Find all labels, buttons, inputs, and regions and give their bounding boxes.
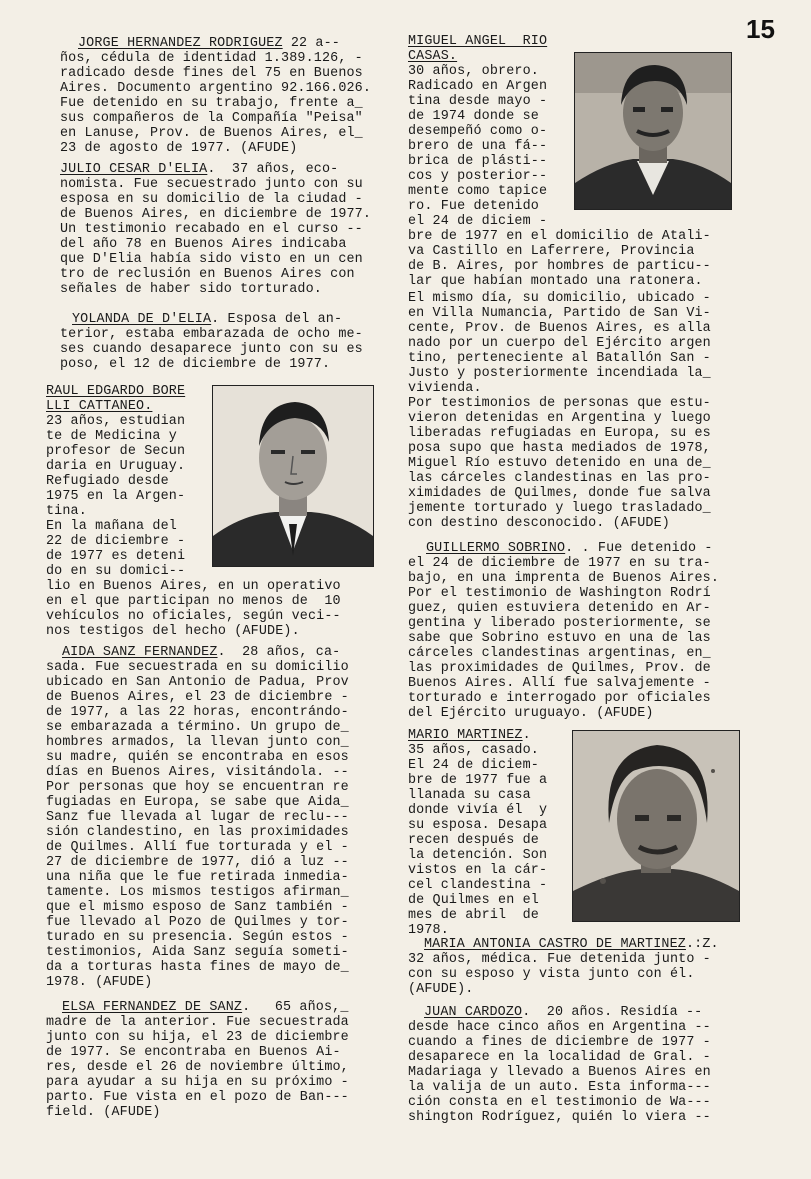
text-line: recen después de bbox=[408, 833, 539, 848]
text-line: terior, estaba embarazada de ocho me- bbox=[60, 327, 363, 342]
text-line: tamente. Los mismos testigos afirman_ bbox=[46, 885, 349, 900]
text-line: 23 años, estudian bbox=[46, 414, 186, 429]
text-line: Por personas que hoy se encuentran re bbox=[46, 780, 349, 795]
text-line: guez, quien estuviera detenido en Ar- bbox=[408, 601, 711, 616]
text-line: mes de abril de bbox=[408, 908, 539, 923]
text-line: las cárceles clandestinas en las pro- bbox=[408, 471, 711, 486]
text-line: . 37 años, eco- bbox=[207, 162, 339, 177]
text-line: nado por un cuerpo del Ejército argen bbox=[408, 336, 711, 351]
text-line: Por testimonios de personas que estu- bbox=[408, 396, 711, 411]
text-line: 22 de diciembre - bbox=[46, 534, 186, 549]
text-line: sada. Fue secuestrada en su domicilio bbox=[46, 660, 349, 675]
text-line: en Lanuse, Prov. de Buenos Aires, el_ bbox=[60, 126, 363, 141]
text-line: Sanz fue llevada al lugar de reclu--- bbox=[46, 810, 349, 825]
text-line: cel clandestina - bbox=[408, 878, 548, 893]
text-line: ximidades de Quilmes, donde fue salva bbox=[408, 486, 711, 501]
text-line: da a torturas hasta fines de mayo de_ bbox=[46, 960, 349, 975]
text-line: brica de plásti-- bbox=[408, 154, 548, 169]
person-name: MARIO MARTINEZ bbox=[408, 728, 523, 743]
text-line: de Buenos Aires, el 23 de diciembre - bbox=[46, 690, 349, 705]
text-line: de Quilmes en el bbox=[408, 893, 539, 908]
text-line: Fue detenido en su trabajo, frente a_ bbox=[60, 96, 363, 111]
entry-yolanda-delia bbox=[60, 312, 400, 374]
person-name: GUILLERMO SOBRINO bbox=[426, 541, 566, 556]
text-line: ción consta en el testimonio de Wa--- bbox=[408, 1095, 711, 1110]
text-line: nos testigos del hecho (AFUDE). bbox=[46, 624, 300, 639]
text-line: el 24 de diciembre de 1977 en su tra- bbox=[408, 556, 711, 571]
text-line: turado en su presencia. Según estos - bbox=[46, 930, 349, 945]
portrait-photo-miguel-rio bbox=[574, 52, 732, 210]
text-line: vivienda. bbox=[408, 381, 482, 396]
text-line: 1978. bbox=[408, 923, 449, 938]
text-line: señales de haber sido torturado. bbox=[60, 282, 322, 297]
text-line: en Villa Numancia, Partido de San Vi- bbox=[408, 306, 711, 321]
text-line: el 24 de diciem - bbox=[408, 214, 548, 229]
text-line: Miguel Río estuvo detenido en una de_ bbox=[408, 456, 711, 471]
text-line: sabe que Sobrino estuvo en una de las bbox=[408, 631, 711, 646]
text-line: esposa en su domicilio de la ciudad - bbox=[60, 192, 363, 207]
text-line: llanada su casa bbox=[408, 788, 531, 803]
text-line: cente, Prov. de Buenos Aires, es alla bbox=[408, 321, 711, 336]
text-line: . 65 años,_ bbox=[242, 1000, 349, 1015]
text-line: te de Medicina y bbox=[46, 429, 177, 444]
text-line: para ayudar a su hija en su próximo - bbox=[46, 1075, 349, 1090]
text-line: brero de una fá-- bbox=[408, 139, 548, 154]
text-line: la detención. Son bbox=[408, 848, 548, 863]
text-line: de Quilmes. Allí fue torturada y el - bbox=[46, 840, 349, 855]
text-line: testimonios, Aida Sanz seguía someti- bbox=[46, 945, 349, 960]
text-line: ños, cédula de identidad 1.389.126, - bbox=[60, 51, 363, 66]
text-line: shington Rodríguez, quién lo viera -- bbox=[408, 1110, 711, 1125]
text-line: (AFUDE). bbox=[408, 982, 474, 997]
text-line: del año 78 en Buenos Aires indicaba bbox=[60, 237, 347, 252]
text-line: .:Z. bbox=[685, 937, 719, 952]
text-line: que el mismo esposo de Sanz también - bbox=[46, 900, 349, 915]
text-line: jemente torturado y luego trasladado_ bbox=[408, 501, 711, 516]
person-name: MARIA ANTONIA CASTRO DE MARTINEZ bbox=[424, 937, 686, 952]
text-line: del Ejército uruguayo. (AFUDE) bbox=[408, 706, 654, 721]
person-name: ELSA FERNANDEZ DE SANZ bbox=[62, 1000, 243, 1015]
text-line: vehículos no oficiales, según veci-- bbox=[46, 609, 341, 624]
text-line: 1978. (AFUDE) bbox=[46, 975, 153, 990]
text-line: cos y posterior-- bbox=[408, 169, 548, 184]
text-line: tina desde mayo - bbox=[408, 94, 548, 109]
text-line: . bbox=[522, 728, 531, 743]
text-line: va Castillo en Laferrere, Provincia bbox=[408, 244, 695, 259]
text-line: de 1977, a las 22 horas, encontrándo- bbox=[46, 705, 349, 720]
text-line: cuando a fines de diciembre de 1977 - bbox=[408, 1035, 711, 1050]
text-line: do en su domici-- bbox=[46, 564, 186, 579]
text-line: lio en Buenos Aires, en un operativo bbox=[46, 579, 341, 594]
text-line: junto con su hija, el 23 de diciembre bbox=[46, 1030, 349, 1045]
text-line: de 1977. Se encontraba en Buenos Ai- bbox=[46, 1045, 341, 1060]
text-line: lar que habían montado una ratonera. bbox=[408, 274, 703, 289]
text-line: tino, perteneciente al Batallón San - bbox=[408, 351, 711, 366]
person-name: JULIO CESAR D'ELIA bbox=[60, 162, 208, 177]
text-line: bajo, en una imprenta de Buenos Aires. bbox=[408, 571, 720, 586]
text-line: liberadas refugiadas en Europa, su es bbox=[408, 426, 711, 441]
text-line: radicado desde fines del 75 en Buenos bbox=[60, 66, 363, 81]
text-line: nomista. Fue secuestrado junto con su bbox=[60, 177, 363, 192]
entry-aida-sanz bbox=[46, 645, 400, 995]
text-line: ubicado en San Antonio de Padua, Prov bbox=[46, 675, 349, 690]
text-line: madre de la anterior. Fue secuestrada bbox=[46, 1015, 349, 1030]
text-line: Un testimonio recabado en el curso -- bbox=[60, 222, 363, 237]
text-line: fue llevado al Pozo de Quilmes y tor- bbox=[46, 915, 349, 930]
text-line: tro de reclusión en Buenos Aires con bbox=[60, 267, 355, 282]
text-line: profesor de Secun bbox=[46, 444, 186, 459]
text-line: 35 años, casado. bbox=[408, 743, 539, 758]
person-name: AIDA SANZ FERNANDEZ bbox=[62, 645, 218, 660]
text-line: Madariaga y llevado a Buenos Aires en bbox=[408, 1065, 711, 1080]
text-line: . 28 años, ca- bbox=[217, 645, 341, 660]
person-name: CASAS. bbox=[408, 49, 458, 64]
text-line: su esposa. Desapa bbox=[408, 818, 548, 833]
text-line: daria en Uruguay. bbox=[46, 459, 186, 474]
text-line: su madre, quién se encontraba en esos bbox=[46, 750, 349, 765]
text-line: que D'Elia había sido visto en un cen bbox=[60, 252, 363, 267]
person-name: YOLANDA DE D'ELIA bbox=[72, 312, 212, 327]
text-line: desempeñó como o- bbox=[408, 124, 548, 139]
text-line: ses cuando desaparece junto con su es bbox=[60, 342, 363, 357]
text-line: . . Fue detenido - bbox=[565, 541, 713, 556]
text-line: hombres armados, la llevan junto con_ bbox=[46, 735, 349, 750]
text-line: Aires. Documento argentino 92.166.026. bbox=[60, 81, 372, 96]
text-line: bre de 1977 en el domicilio de Atali- bbox=[408, 229, 711, 244]
text-line: Justo y posteriormente incendiada la_ bbox=[408, 366, 711, 381]
page-number: 15 bbox=[746, 14, 775, 44]
entry-elsa-fernandez bbox=[46, 1000, 400, 1122]
text-line: de 1977 es deteni bbox=[46, 549, 186, 564]
text-line: 1975 en la Argen- bbox=[46, 489, 186, 504]
text-line: bre de 1977 fue a bbox=[408, 773, 548, 788]
text-line: con su esposo y vista junto con él. bbox=[408, 967, 695, 982]
person-name: JORGE HERNANDEZ RODRIGUEZ bbox=[78, 36, 283, 51]
text-line: 32 años, médica. Fue detenida junto - bbox=[408, 952, 711, 967]
text-line: parto. Fue vista en el pozo de Ban--- bbox=[46, 1090, 349, 1105]
text-line: torturado e interrogado por oficiales bbox=[408, 691, 711, 706]
text-line: gentina y liberado posteriormente, se bbox=[408, 616, 711, 631]
text-line: . 20 años. Residía -- bbox=[522, 1005, 703, 1020]
entry-guillermo-sobrino bbox=[408, 541, 758, 723]
text-line: ro. Fue detenido bbox=[408, 199, 539, 214]
portrait-photo-raul-borelli bbox=[212, 385, 374, 567]
person-name: MIGUEL ANGEL RIO bbox=[408, 34, 548, 49]
text-line: vieron detenidas en Argentina y luego bbox=[408, 411, 711, 426]
text-line: la valija de un auto. Esta informa--- bbox=[408, 1080, 711, 1095]
text-line: en el que participan no menos de 10 bbox=[46, 594, 341, 609]
text-line: sus compañeros de la Compañía "Peisa" bbox=[60, 111, 363, 126]
text-line: fugiadas en Europa, se sabe que Aida_ bbox=[46, 795, 349, 810]
text-line: En la mañana del bbox=[46, 519, 177, 534]
text-line: El mismo día, su domicilio, ubicado - bbox=[408, 291, 711, 306]
person-name: LLI CATTANEO. bbox=[46, 399, 153, 414]
text-line: posa supo que hasta mediados de 1978, bbox=[408, 441, 711, 456]
text-line: El 24 de diciem- bbox=[408, 758, 539, 773]
entry-maria-castro bbox=[408, 937, 758, 999]
text-line: 27 de diciembre de 1977, dió a luz -- bbox=[46, 855, 349, 870]
text-line: . Esposa del an- bbox=[211, 312, 343, 327]
text-line: res, desde el 26 de noviembre último, bbox=[46, 1060, 349, 1075]
text-line: Por el testimonio de Washington Rodrí bbox=[408, 586, 711, 601]
text-line: desaparece en la localidad de Gral. - bbox=[408, 1050, 711, 1065]
text-line: de 1974 donde se bbox=[408, 109, 539, 124]
text-line: cárceles clandestinas argentinas, en_ bbox=[408, 646, 711, 661]
text-line: Radicado en Argen bbox=[408, 79, 548, 94]
text-line: desde hace cinco años en Argentina -- bbox=[408, 1020, 711, 1035]
text-line: 30 años, obrero. bbox=[408, 64, 539, 79]
text-line: mente como tapice bbox=[408, 184, 548, 199]
text-line: de Buenos Aires, en diciembre de 1977. bbox=[60, 207, 372, 222]
text-line: días en Buenos Aires, visitándola. -- bbox=[46, 765, 349, 780]
text-line: 22 a-- bbox=[282, 36, 340, 51]
text-line: poso, el 12 de diciembre de 1977. bbox=[60, 357, 331, 372]
entry-juan-cardozo bbox=[408, 1005, 758, 1127]
text-line: una niña que le fue retirada inmedia- bbox=[46, 870, 349, 885]
text-line: con destino desconocido. (AFUDE) bbox=[408, 516, 670, 531]
text-line: Buenos Aires. Allí fue salvajemente - bbox=[408, 676, 711, 691]
text-line: sión clandestino, en las proximidades bbox=[46, 825, 349, 840]
entry-jorge-hernandez bbox=[60, 36, 398, 161]
text-line: field. (AFUDE) bbox=[46, 1105, 161, 1120]
text-line: de B. Aires, por hombres de particu-- bbox=[408, 259, 711, 274]
text-line: tina. bbox=[46, 504, 87, 519]
portrait-photo-mario-martinez bbox=[572, 730, 740, 922]
text-line: donde vivía él y bbox=[408, 803, 548, 818]
text-line: las proximidades de Quilmes, Prov. de bbox=[408, 661, 711, 676]
text-line: Refugiado desde bbox=[46, 474, 169, 489]
text-line: 23 de agosto de 1977. (AFUDE) bbox=[60, 141, 298, 156]
entry-mario-martinez bbox=[408, 728, 578, 938]
entry-julio-delia bbox=[60, 162, 400, 302]
person-name: RAUL EDGARDO BORE bbox=[46, 384, 186, 399]
text-line: vistos en la cár- bbox=[408, 863, 548, 878]
text-line: se embarazada a término. Un grupo de_ bbox=[46, 720, 349, 735]
person-name: JUAN CARDOZO bbox=[424, 1005, 523, 1020]
